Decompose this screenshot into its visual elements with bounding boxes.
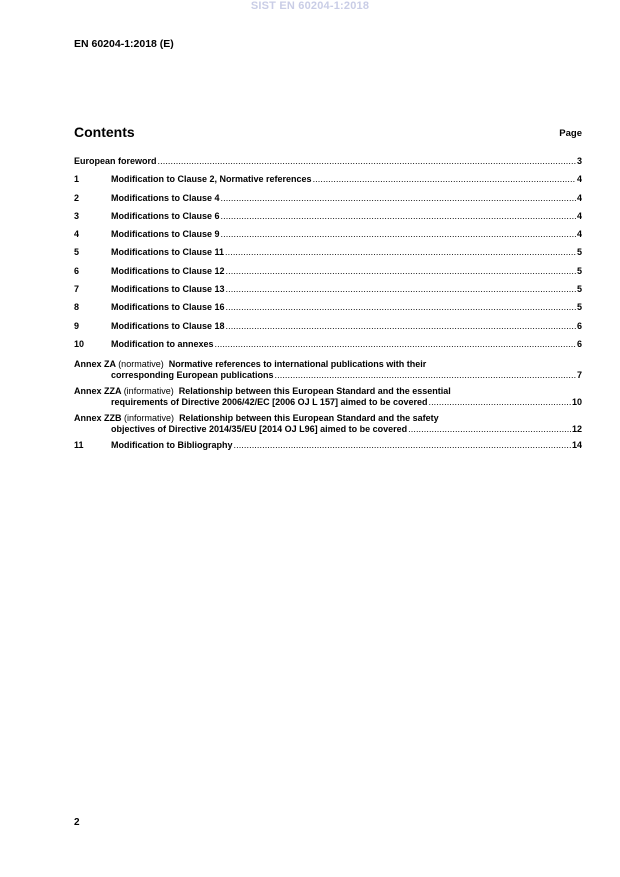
toc-entry-title: Modification to Clause 2, Normative references bbox=[111, 174, 312, 185]
toc-entry[interactable] bbox=[74, 266, 582, 284]
toc-entry-page: 5 bbox=[576, 302, 582, 313]
leader-dots bbox=[226, 284, 576, 294]
toc-entry-title: Modifications to Clause 16 bbox=[111, 302, 225, 313]
toc-entry[interactable] bbox=[74, 174, 582, 192]
toc-entry[interactable] bbox=[74, 302, 582, 320]
toc-entry-number: 1 bbox=[74, 174, 80, 185]
toc-entry-page: 4 bbox=[576, 192, 582, 203]
toc-entry-page: 4 bbox=[576, 229, 582, 240]
toc-entry[interactable] bbox=[74, 440, 582, 458]
annex-label: Annex ZZA bbox=[74, 386, 122, 397]
toc-entry-page: 14 bbox=[571, 440, 582, 451]
leader-dots bbox=[225, 247, 576, 257]
leader-dots bbox=[408, 424, 571, 434]
toc-entry-page: 5 bbox=[576, 265, 582, 276]
toc-entry-title: Modifications to Clause 4 bbox=[111, 192, 220, 203]
page-column-label: Page bbox=[559, 128, 582, 139]
toc-entry[interactable] bbox=[74, 211, 582, 229]
annex-title-line2: requirements of Directive 2006/42/EC [2006 OJ L 157] aimed to be covered bbox=[111, 397, 428, 408]
toc-entry-number: 7 bbox=[74, 284, 80, 295]
toc-entry-title: European foreword bbox=[74, 156, 157, 166]
toc-entry[interactable] bbox=[74, 193, 582, 211]
leader-dots bbox=[226, 302, 576, 312]
toc-entry-title: Modifications to Clause 9 bbox=[111, 229, 220, 240]
toc-entry-number: 3 bbox=[74, 210, 80, 221]
annex-title-line1: Normative references to international publications with their bbox=[168, 359, 427, 370]
toc-entry-title: Modification to Bibliography bbox=[111, 440, 233, 451]
toc-entry-title: Modifications to Clause 12 bbox=[111, 265, 225, 276]
leader-dots bbox=[221, 211, 576, 221]
toc-entry[interactable] bbox=[74, 247, 582, 265]
annex-type: (informative) bbox=[123, 386, 174, 397]
toc-entry-title: Modification to annexes bbox=[111, 338, 214, 349]
toc-entry-number: 11 bbox=[74, 440, 84, 451]
toc-entry-title: Modifications to Clause 6 bbox=[111, 210, 220, 221]
toc-entry-number: 9 bbox=[74, 320, 80, 331]
page-number: 2 bbox=[74, 817, 80, 828]
annex-title-line2: objectives of Directive 2014/35/EU [2014 OJ L96] aimed to be covered bbox=[111, 424, 408, 435]
toc-entry-number: 4 bbox=[74, 229, 80, 240]
document-id: EN 60204-1:2018 (E) bbox=[74, 38, 174, 50]
toc-entry-number: 6 bbox=[74, 265, 80, 276]
toc-entry-number: 5 bbox=[74, 247, 80, 258]
leader-dots bbox=[313, 174, 576, 184]
annex-type: (normative) bbox=[118, 359, 164, 370]
toc-entry[interactable] bbox=[74, 339, 582, 357]
watermark: SIST EN 60204-1:2018 bbox=[250, 0, 370, 12]
toc-entry-page: 4 bbox=[576, 174, 582, 185]
toc-entry-page: 5 bbox=[576, 284, 582, 295]
leader-dots bbox=[428, 397, 571, 407]
toc-entry[interactable] bbox=[74, 321, 582, 339]
toc-entry-title: Modifications to Clause 13 bbox=[111, 284, 225, 295]
toc-entry-number: 2 bbox=[74, 192, 80, 203]
toc-annex-entry[interactable] bbox=[74, 413, 582, 436]
toc-entry[interactable] bbox=[74, 156, 582, 174]
toc-entry-page: 4 bbox=[576, 210, 582, 221]
annex-title-line1: Relationship between this European Standard and the essential bbox=[178, 386, 451, 397]
toc-entry-page: 6 bbox=[576, 320, 582, 331]
toc-entry-page: 3 bbox=[576, 156, 582, 166]
toc-entry-number: 8 bbox=[74, 302, 80, 313]
leader-dots bbox=[221, 229, 576, 239]
toc-entry-title: Modifications to Clause 11 bbox=[111, 247, 225, 258]
toc-annex-entry[interactable] bbox=[74, 386, 582, 409]
toc-entry-page: 6 bbox=[576, 338, 582, 349]
toc-entry-page: 5 bbox=[576, 247, 582, 258]
table-of-contents bbox=[74, 156, 582, 459]
leader-dots bbox=[158, 156, 576, 166]
toc-entry-number: 10 bbox=[74, 338, 85, 349]
leader-dots bbox=[215, 339, 576, 349]
leader-dots bbox=[221, 193, 576, 203]
leader-dots bbox=[226, 266, 576, 276]
toc-entry-page: 12 bbox=[571, 424, 582, 435]
annex-title-line1: Relationship between this European Standard and the safety bbox=[179, 413, 439, 424]
annex-title-line2: corresponding European publications bbox=[111, 370, 274, 381]
annex-label: Annex ZZB bbox=[74, 413, 122, 424]
annex-label: Annex ZA bbox=[74, 359, 116, 370]
leader-dots bbox=[234, 440, 571, 450]
contents-title: Contents bbox=[74, 124, 135, 140]
toc-entry-page: 10 bbox=[571, 397, 582, 408]
toc-entry[interactable] bbox=[74, 229, 582, 247]
toc-entry-title: Modifications to Clause 18 bbox=[111, 320, 225, 331]
toc-annex-entry[interactable] bbox=[74, 359, 582, 382]
annex-type: (informative) bbox=[124, 413, 175, 424]
leader-dots bbox=[226, 321, 576, 331]
leader-dots bbox=[275, 370, 576, 380]
toc-entry-page: 7 bbox=[576, 370, 582, 381]
toc-entry[interactable] bbox=[74, 284, 582, 302]
